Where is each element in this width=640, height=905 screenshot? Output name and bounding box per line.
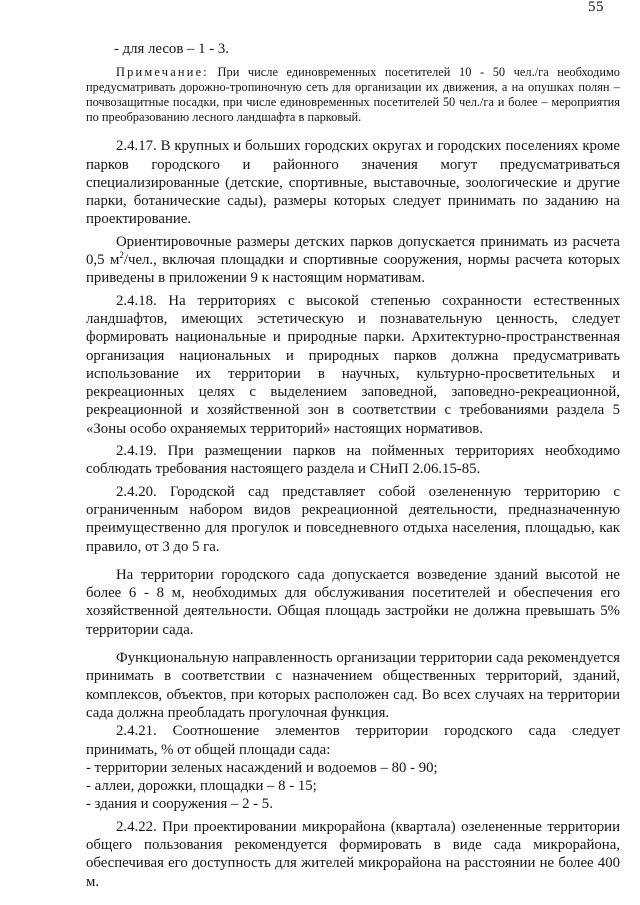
note-text: При числе единовременных посетителей 10 - 50 чел./га необходимо предусматривать дорожно-тропиночную сеть для организации их движения, а на опушках полян – почвозащитные посадки, при числе единовременных посетителей 50 чел./га и более – мероприятия по преобразованию лесного ландшафта в парковый. <box>86 65 620 125</box>
document-body <box>86 40 620 891</box>
note-paragraph <box>86 65 620 125</box>
list-item-buildings: - здания и сооружения – 2 - 5. <box>86 796 273 813</box>
garden-function-paragraph: Функциональную направленность организации территории сада рекомендуется принимать в соответствии с назначением общественных территорий, зданий, комплексов, объектов, при которых расположен сад. Во всех случаях на территории сада должна преобладать прогулочная функция. <box>86 650 620 721</box>
section-2-4-18-paragraph: 2.4.18. На территориях с высокой степенью сохранности естественных ландшафтов, имеющих эстетическую и познавательную ценность, следует формировать национальные и природные парки. Архитектурно-пространственная организация национальных и природных парков должна предусматривать использование их территории в научных, культурно-просветительных и рекреационных целях с выделением заповедной, заповедно-рекреационной, рекреационной и хозяйственной зон в соответствии с требованиями раздела 5 «Зоны особо охраняемых территорий» настоящих нормативов. <box>86 292 620 437</box>
garden-buildings-paragraph: На территории городского сада допускается возведение зданий высотой не более 6 - 8 м, необходимых для обслуживания посетителей и обеспечения его хозяйственной деятельности. Общая площадь застройки не должна превышать 5% территории сада. <box>86 566 620 638</box>
children-parks-text-start: Ориентировочные размеры детских парков допускается принимать из расчета 0,5 м <box>86 233 620 269</box>
section-2-4-20-paragraph: 2.4.20. Городской сад представляет собой озелененную территорию с ограниченным набором видов рекреационной деятельности, предназначенную преимущественно для прогулок и повседневного отдыха населения, площадью, как правило, от 3 до 5 га. <box>86 483 620 555</box>
square-superscript: 2 <box>119 250 124 261</box>
section-2-4-17-paragraph: 2.4.17. В крупных и больших городских округах и городских поселениях кроме парков городского и районного значения могут предусматриваться специализированные (детские, спортивные, выставочные, зоологические и другие парки, ботанические сады), размеры которых следует принимать по заданию на проектирование. <box>86 138 620 228</box>
section-2-4-22-paragraph: 2.4.22. При проектировании микрорайона (квартала) озелененные территории общего пользования рекомендуется формировать в виде сада микрорайона, обеспечивая его доступность для жителей микрорайона на расстоянии не более 400 м. <box>86 818 620 890</box>
list-item-forests: - для лесов – 1 - 3. <box>114 41 229 57</box>
note-label: Примечание: <box>116 65 209 80</box>
page-number: 55 <box>588 0 604 15</box>
section-2-4-21-paragraph: 2.4.21. Соотношение элементов территории городского сада следует принимать, % от общей площади сада: <box>86 723 620 758</box>
section-2-4-19-paragraph: 2.4.19. При размещении парков на пойменных территориях необходимо соблюдать требования настоящего раздела и СНиП 2.06.15-85. <box>86 443 620 478</box>
children-parks-text-end: /чел., включая площадки и спортивные сооружения, нормы расчета которых приведены в приложении 9 к настоящим нормативам. <box>86 252 620 287</box>
list-item-green-areas: - территории зеленых насаждений и водоемов – 80 - 90; <box>86 759 438 776</box>
children-parks-paragraph <box>86 233 620 288</box>
list-item-alleys: - аллеи, дорожки, площадки – 8 - 15; <box>86 778 317 795</box>
